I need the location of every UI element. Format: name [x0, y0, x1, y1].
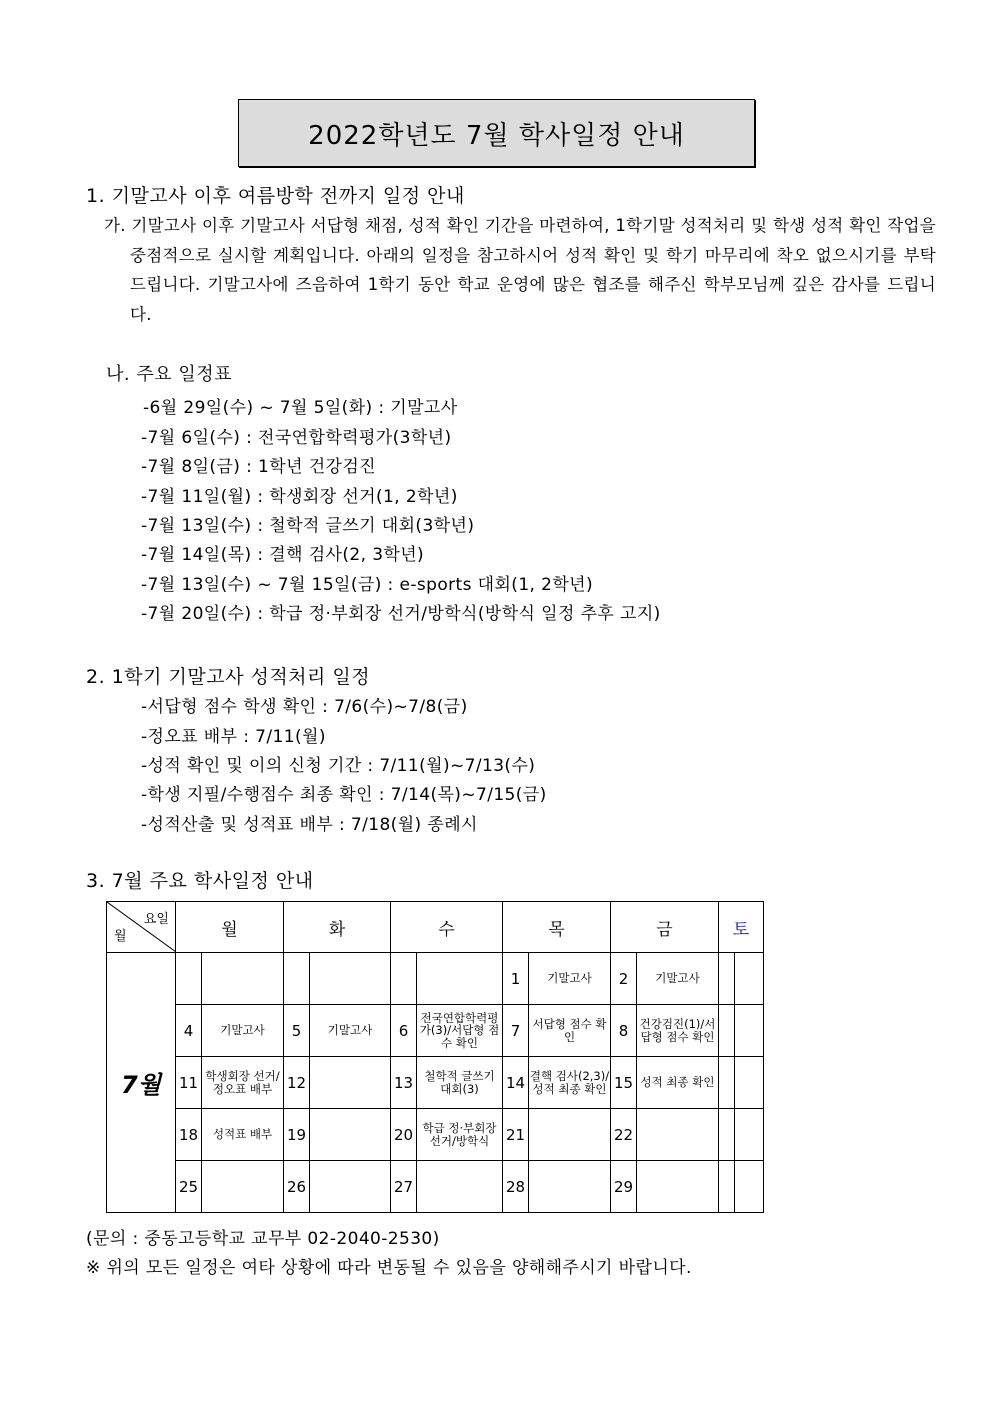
calendar-event: 기말고사	[310, 1005, 391, 1057]
contact-info: (문의 : 중동고등학교 교무부 02-2040-2530)	[86, 1229, 440, 1249]
calendar-event: 학생회장 선거/정오표 배부	[202, 1057, 284, 1109]
day-header-mon: 월	[176, 902, 284, 953]
calendar-week-row	[107, 1109, 764, 1161]
calendar-event	[735, 1005, 764, 1057]
calendar-date	[719, 1005, 735, 1057]
calendar-header-row	[107, 902, 764, 953]
calendar-event	[310, 953, 391, 1005]
section1-paragraph: 가. 기말고사 이후 기말고사 서답형 채점, 성적 확인 기간을 마련하여, 1학기말 성적처리 및 학생 성적 확인 작업을 중점적으로 실시할 계획입니다. 아래의 일정을 참고하시어 성적 확인 및 학기 마무리에 착오 없으시기를 부탁드립니다. 기말고사에 즈음하여 1학기 동안 학교 운영에 많은 협조를 해주신 학부모님께 깊은 감사를 드립니다.	[104, 216, 936, 324]
day-header-thu: 목	[503, 902, 611, 953]
grading-item: -서답형 점수 학생 확인 : 7/6(수)~7/8(금)	[141, 697, 468, 717]
calendar-event: 전국연합학력평가(3)/서답형 점수 확인	[417, 1005, 503, 1057]
calendar-event	[310, 1057, 391, 1109]
calendar-date: 26	[284, 1161, 310, 1213]
section1-heading: 1. 기말고사 이후 여름방학 전까지 일정 안내	[86, 185, 465, 207]
corner-month-label: 월	[114, 929, 127, 944]
calendar-date: 21	[503, 1109, 529, 1161]
calendar-date: 15	[611, 1057, 637, 1109]
calendar-event: 학급 정·부회장 선거/방학식	[417, 1109, 503, 1161]
calendar-week-row	[107, 1161, 764, 1213]
calendar-week-row	[107, 1005, 764, 1057]
calendar-event	[529, 1161, 611, 1213]
calendar-date	[719, 953, 735, 1005]
calendar-event	[637, 1109, 719, 1161]
calendar-table	[106, 901, 764, 1213]
calendar-date: 13	[391, 1057, 417, 1109]
calendar-date: 27	[391, 1161, 417, 1213]
calendar-date: 19	[284, 1109, 310, 1161]
schedule-item: -7월 11일(월) : 학생회장 선거(1, 2학년)	[141, 487, 458, 507]
schedule-item: -6월 29일(수) ~ 7월 5일(화) : 기말고사	[143, 398, 458, 418]
schedule-item: -7월 13일(수) : 철학적 글쓰기 대회(3학년)	[141, 516, 475, 536]
calendar-date	[719, 1109, 735, 1161]
calendar-date: 12	[284, 1057, 310, 1109]
calendar-date: 6	[391, 1005, 417, 1057]
corner-day-label: 요일	[143, 912, 169, 927]
calendar-event	[735, 1109, 764, 1161]
day-header-sat: 토	[719, 902, 764, 953]
calendar-event: 철학적 글쓰기 대회(3)	[417, 1057, 503, 1109]
day-header-tue: 화	[284, 902, 391, 953]
calendar-event: 성적표 배부	[202, 1109, 284, 1161]
calendar-date: 18	[176, 1109, 202, 1161]
calendar-week-row	[107, 1057, 764, 1109]
calendar-date: 14	[503, 1057, 529, 1109]
calendar-event: 서답형 점수 확인	[529, 1005, 611, 1057]
calendar-event: 건강검진(1)/서답형 점수 확인	[637, 1005, 719, 1057]
notice-text: ※ 위의 모든 일정은 여타 상황에 따라 변동될 수 있음을 양해해주시기 바랍니다.	[86, 1258, 692, 1278]
calendar-date: 11	[176, 1057, 202, 1109]
month-label: 7월	[107, 953, 176, 1213]
schedule-item: -7월 13일(수) ~ 7월 15일(금) : e-sports 대회(1, 2학년)	[141, 575, 594, 595]
calendar-date: 7	[503, 1005, 529, 1057]
calendar-date: 4	[176, 1005, 202, 1057]
calendar-event: 결핵 검사(2,3)/성적 최종 확인	[529, 1057, 611, 1109]
section2-heading: 2. 1학기 기말고사 성적처리 일정	[86, 666, 371, 688]
calendar-date	[284, 953, 310, 1005]
calendar-event	[529, 1109, 611, 1161]
schedule-item: -7월 14일(목) : 결핵 검사(2, 3학년)	[141, 545, 425, 565]
calendar-event	[735, 953, 764, 1005]
calendar-date	[391, 953, 417, 1005]
calendar-event	[735, 1057, 764, 1109]
calendar-event: 기말고사	[637, 953, 719, 1005]
calendar-event	[417, 953, 503, 1005]
calendar-event	[202, 953, 284, 1005]
calendar-date: 8	[611, 1005, 637, 1057]
schedule-item: -7월 20일(수) : 학급 정·부회장 선거/방학식(방학식 일정 추후 고지)	[141, 604, 661, 624]
calendar-event	[735, 1161, 764, 1213]
calendar-event: 기말고사	[202, 1005, 284, 1057]
calendar-event: 기말고사	[529, 953, 611, 1005]
calendar-week-row	[107, 953, 764, 1005]
calendar-date	[719, 1057, 735, 1109]
grading-item: -학생 지필/수행점수 최종 확인 : 7/14(목)~7/15(금)	[141, 785, 547, 805]
grading-item: -성적산출 및 성적표 배부 : 7/18(월) 종례시	[141, 815, 478, 835]
schedule-item: -7월 8일(금) : 1학년 건강검진	[141, 457, 376, 477]
calendar-event: 성적 최종 확인	[637, 1057, 719, 1109]
calendar-event	[417, 1161, 503, 1213]
calendar-date: 1	[503, 953, 529, 1005]
calendar-event	[310, 1109, 391, 1161]
calendar-date: 25	[176, 1161, 202, 1213]
calendar-date: 29	[611, 1161, 637, 1213]
day-header-wed: 수	[391, 902, 503, 953]
calendar-event	[310, 1161, 391, 1213]
grading-item: -성적 확인 및 이의 신청 기간 : 7/11(월)~7/13(수)	[141, 756, 536, 776]
calendar-date	[719, 1161, 735, 1213]
grading-item: -정오표 배부 : 7/11(월)	[141, 727, 326, 747]
section3-heading: 3. 7월 주요 학사일정 안내	[86, 870, 314, 892]
schedule-subheading: 나. 주요 일정표	[106, 364, 232, 385]
calendar-corner-cell	[107, 902, 176, 953]
page-title: 2022학년도 7월 학사일정 안내	[238, 99, 755, 167]
calendar-date: 22	[611, 1109, 637, 1161]
calendar-event	[202, 1161, 284, 1213]
calendar-date: 20	[391, 1109, 417, 1161]
calendar-date: 28	[503, 1161, 529, 1213]
schedule-item: -7월 6일(수) : 전국연합학력평가(3학년)	[141, 428, 452, 448]
calendar-date: 5	[284, 1005, 310, 1057]
calendar-date	[176, 953, 202, 1005]
calendar-event	[637, 1161, 719, 1213]
calendar-date: 2	[611, 953, 637, 1005]
day-header-fri: 금	[611, 902, 719, 953]
